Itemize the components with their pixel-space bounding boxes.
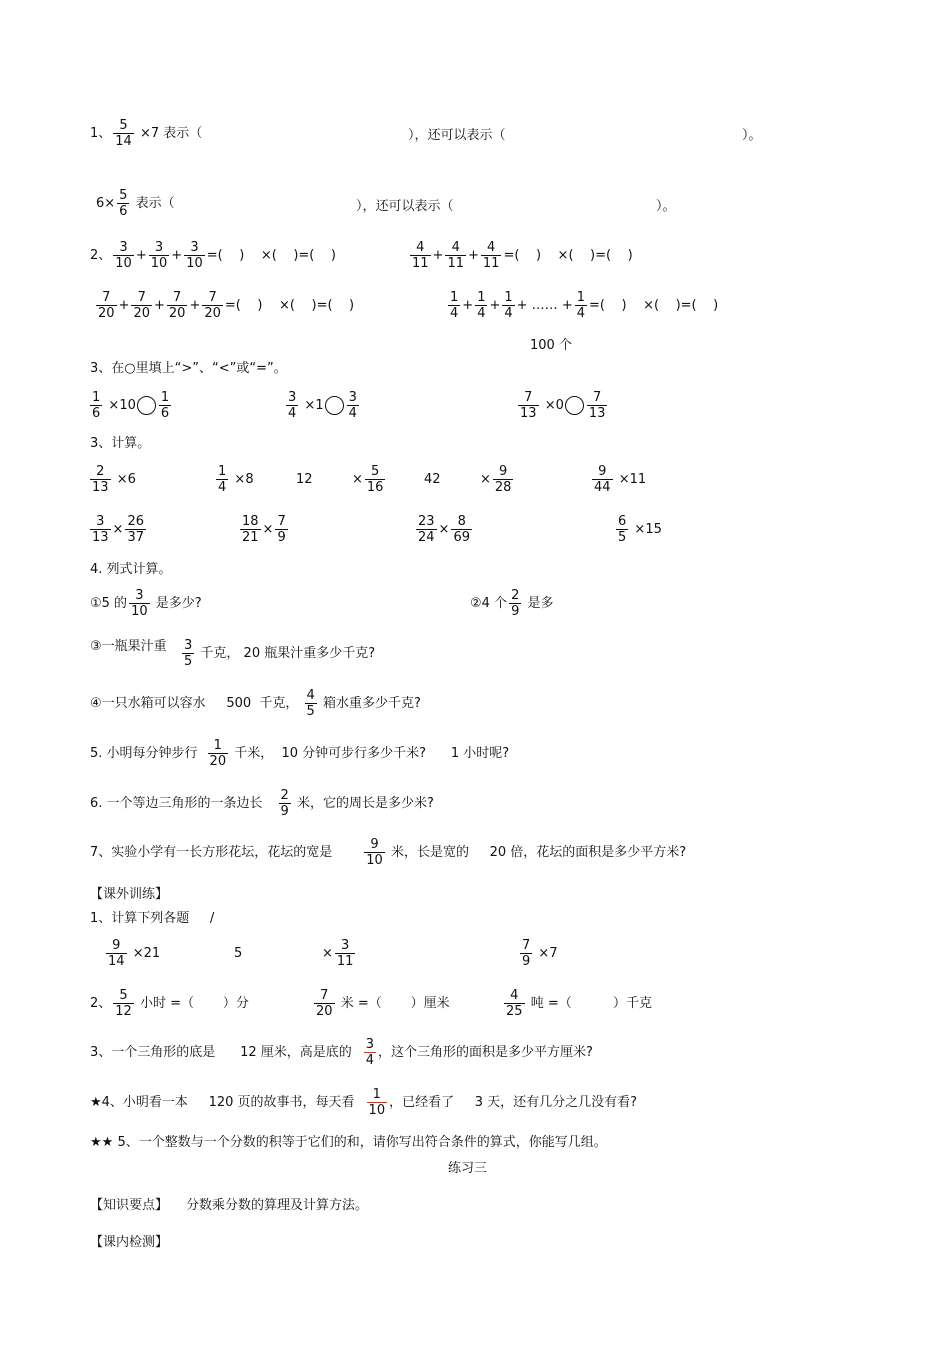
q3a-title: 3、在○里填上“>”、“<”或“=”。 (90, 361, 287, 376)
q1-line-b: 6× $\frac{5}{6}$ 表示（ (96, 188, 175, 219)
q2-row1-left: 2、 $\frac{3}{10}$ + $\frac{3}{10}$ + $\frac{3}{10}$ =( ) ×( )=( ) (90, 240, 336, 271)
q1-line-a (90, 118, 202, 149)
q2-row2-right: $\frac{1}{4}$ + $\frac{1}{4}$ + $\frac{1}{4}$ + …… + $\frac{1}{4}$ =( ) ×( )=( ) (450, 290, 719, 321)
extra-q3: 3、一个三角形的底是 12 厘米，高是底的 $\frac{3}{4}$ ，这个三角形的面积是多少平方厘米? (90, 1037, 593, 1068)
q2-row2-left: $\frac{7}{20}$ + $\frac{7}{20}$ + $\frac{7}{20}$ + $\frac{7}{20}$ =( ) ×( )=( ) (98, 290, 355, 321)
q4-item3: ③一瓶果汁重 (90, 639, 167, 654)
q4-title: 4. 列式计算。 (90, 562, 172, 577)
extra-q2-b: $\frac{7}{20}$ 米 =（ ）厘米 (316, 988, 450, 1019)
in-class-check: 【课内检测】 (90, 1235, 169, 1250)
q3b-r2-c: $\frac{23}{24}$ × $\frac{8}{69}$ (418, 514, 470, 545)
q1-end-b: ）。 (656, 199, 676, 214)
fraction: $\frac{5}{6}$ (119, 188, 128, 219)
q3b-r2-b: $\frac{18}{21}$ × $\frac{7}{9}$ (242, 514, 286, 545)
q7-line: 7、实验小学有一长方形花坛，花坛的宽是 $\frac{9}{10}$ 米，长是宽的 20 倍，花坛的面积是多少平方米? (90, 837, 687, 868)
extra-q4: ★4、小明看一本 120 页的故事书，每天看 $\frac{1}{10}$ ，已经看了 3 天，还有几分之几没有看? (90, 1087, 638, 1118)
q4-item2: ②4 个 $\frac{2}{9}$ 是多 (470, 588, 554, 619)
q1-mid-b: ），还可以表示（ (356, 199, 454, 214)
fraction: $\frac{5}{14}$ (115, 118, 132, 149)
q3b-r1-a: $\frac{2}{13}$ ×6 (92, 464, 136, 495)
extra-q2-c: $\frac{4}{25}$ 吨 =（ ）千克 (506, 988, 653, 1019)
extra-q1-c: $\frac{7}{9}$ ×7 (522, 938, 558, 969)
compare-circle[interactable] (565, 396, 584, 415)
extra-q5: ★★ 5、一个整数与一个分数的积等于它们的和，请你写出符合条件的算式，你能写几组。 (90, 1135, 607, 1150)
q3a-item1: $\frac{1}{6}$ ×10 $\frac{1}{6}$ (92, 390, 170, 421)
q3a-item3: $\frac{7}{13}$ ×0 $\frac{7}{13}$ (520, 390, 606, 421)
extra-title: 【课外训练】 (90, 887, 169, 902)
q3b-title: 3、计算。 (90, 436, 151, 451)
q3b-r2-d: $\frac{6}{5}$ ×15 (618, 514, 662, 545)
knowledge-points: 【知识要点】 分数乘分数的算理及计算方法。 (90, 1198, 369, 1213)
compare-circle[interactable] (325, 396, 344, 415)
extra-q1-b: 5 × $\frac{3}{11}$ (234, 938, 354, 969)
q3b-r1-d: 42 × $\frac{9}{28}$ (424, 464, 512, 495)
q3b-r1-e: $\frac{9}{44}$ ×11 (594, 464, 647, 495)
q5-line: 5. 小明每分钟步行 $\frac{1}{20}$ 千米， 10 分钟可步行多少千米? 1 小时呢? (90, 738, 510, 769)
q3b-r1-c: 12 × $\frac{5}{16}$ (296, 464, 384, 495)
extra-q1: 1、计算下列各题 / (90, 911, 215, 926)
q1-number: 1、 (90, 126, 112, 141)
extra-q2-a: 2、 $\frac{5}{12}$ 小时 =（ ）分 (90, 988, 249, 1019)
q4-item3-frac: $\frac{3}{5}$ 千克， 20 瓶果汁重多少千克? (184, 638, 376, 669)
lesson-title: 练习三 (448, 1161, 488, 1176)
q1-mid-a: ），还可以表示（ (408, 128, 506, 143)
q2-row1-right: $\frac{4}{11}$ + $\frac{4}{11}$ + $\frac{4}{11}$ =( ) ×( )=( ) (412, 240, 633, 271)
q3a-item2: $\frac{3}{4}$ ×1 $\frac{3}{4}$ (288, 390, 357, 421)
q2-count: 100 个 (530, 338, 572, 353)
q4-item4: ④一只水箱可以容水 500 千克， $\frac{4}{5}$ 箱水重多少千克? (90, 688, 421, 719)
extra-q1-a: $\frac{9}{14}$ ×21 (108, 938, 161, 969)
q4-item1: ①5 的 $\frac{3}{10}$ 是多少? (90, 588, 202, 619)
q1-text: ×7 表示（ (139, 126, 203, 141)
q3b-r2-a: $\frac{3}{13}$ × $\frac{26}{37}$ (92, 514, 144, 545)
compare-circle[interactable] (137, 396, 156, 415)
q3b-r1-b: $\frac{1}{4}$ ×8 (218, 464, 254, 495)
q6-line: 6. 一个等边三角形的一条边长 $\frac{2}{9}$ 米，它的周长是多少米? (90, 788, 434, 819)
q1-end-a: ）。 (742, 128, 762, 143)
